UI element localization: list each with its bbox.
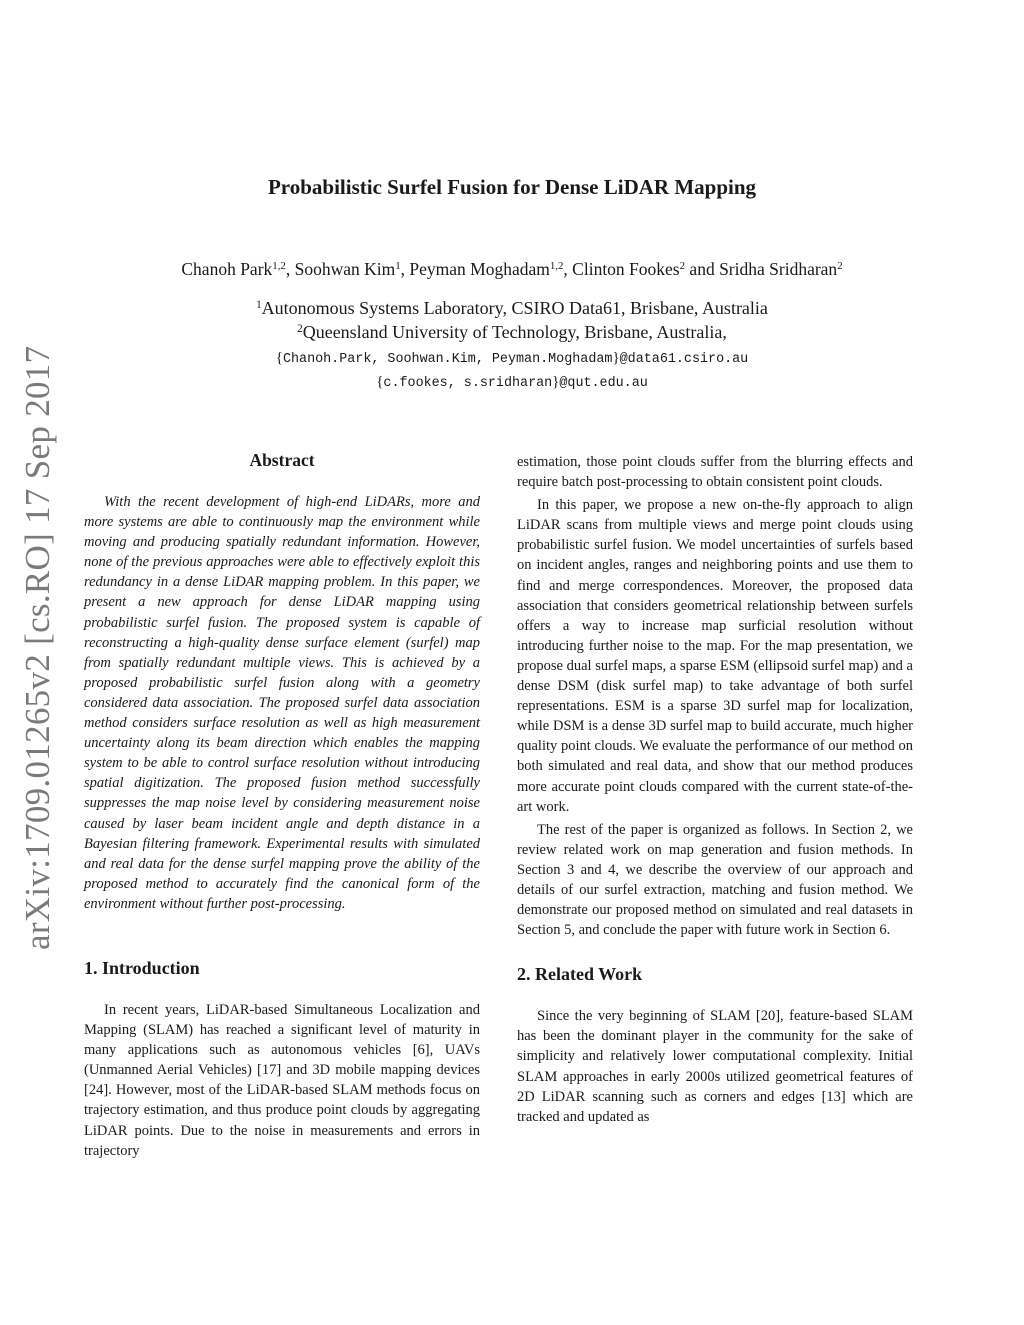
email-line-1: {Chanoh.Park, Soohwan.Kim, Peyman.Moghadam}@data61.csiro.au [275,350,749,367]
author: Clinton Fookes$^2$ and [572,259,720,279]
abstract-heading: Abstract [249,450,315,470]
affiliation-1: $^1$Autonomous Systems Laboratory, CSIRO Data61, Brisbane, Australia [256,298,768,318]
paper-title: Probabilistic Surfel Fusion for Dense LiDAR Mapping [267,175,757,199]
introduction-paragraph-2: In this paper, we propose a new on-the-fly approach to align LiDAR scans from multiple views and merge point clouds using probabilistic surfel fusion. We model uncertainties of surfels based on incident angles, ranges and neighboring points and use them to find and merge correspondences. Moreover, the proposed data association that considers geometrical relationship between surfels offers a way to increase map surficial resolution without introducing further noise to the map. For the map presentation, we propose dual surfel maps, a sparse ESM (ellipsoid surfel map) and a dense DSM (disk surfel map) to take advantage of both surfel representations. ESM is a sparse 3D surfel map for localization, while DSM is a dense 3D surfel map to build accurate, much higher quality point clouds. We evaluate the performance of our method on both simulated and real data, and show that our method produces more accurate point clouds compared with the current state-of-the-art work. [517,497,913,815]
abstract-text: With the recent development of high-end LiDARs, more and more systems are able to continuously map the environment while moving and producing spatially redundant information. However, none of the previous approaches were able to effectively exploit this redundancy in a dense LiDAR mapping problem. In this paper, we present a new approach for dense LiDAR mapping using probabilistic surfel fusion. The proposed system is capable of reconstructing a high-quality dense surface element (surfel) map from spatially redundant multiple views. This is achieved by a proposed probabilistic surfel fusion along with a geometry considered data association. The proposed surfel data association method considers surface resolution as well as high measurement uncertainty along its beam direction which enables the mapping system to be able to control surface resolution without introducing spatial digitization. The proposed fusion method successfully suppresses the map noise level by considering measurement noise caused by laser beam incident angle and depth distance in a Bayesian filtering framework. Experimental results with simulated and real data for the dense surfel mapping prove the ability of the proposed method to accurately find the canonical form of the environment without further post-processing. [84,494,480,912]
author: Peyman Moghadam$^{1,2}$, [409,259,573,279]
introduction-paragraph-1-continued: estimation, those point clouds suffer from the blurring effects and require batch post-processing to obtain consistent point clouds. [517,454,913,491]
author: Sridha Sridharan$^2$ [719,259,843,279]
right-column [517,452,913,1127]
introduction-paragraph-3: The rest of the paper is organized as follows. In Section 2, we review related work on map generation and fusion methods. In Section 3 and 4, we describe the overview of our approach and details of our surfel extraction, matching and fusion method. We demonstrate our proposed method on simulated and real datasets in Section 5, and conclude the paper with future work in Section 6. [517,821,913,939]
author: Chanoh Park$^{1,2}$, [181,259,295,279]
email-line-2: {c.fookes, s.sridharan}@qut.edu.au [376,374,648,391]
related-work-heading: 2. Related Work [517,964,643,985]
affiliation-2: $^2$Queensland University of Technology, Brisbane, Australia, [297,322,727,342]
related-work-paragraph-1: Since the very beginning of SLAM [20], feature-based SLAM has been the dominant player in the community for the sake of simplicity and relatively lower computational complexity. Initial SLAM approaches in early 2000s utilized geometrical features of 2D LiDAR scanning such as corners and edges [13] which are tracked and updated as [517,1008,913,1125]
introduction-paragraph-1: In recent years, LiDAR-based Simultaneous Localization and Mapping (SLAM) has reached a significant level of maturity in many applications such as autonomous vehicles [6], UAVs (Unmanned Aerial Vehicles) [17] and 3D mobile mapping devices [24]. However, most of the LiDAR-based SLAM methods focus on trajectory estimation, and thus produce point clouds by aggregating LiDAR points. Due to the noise in measurements and errors in trajectory [84,1001,480,1159]
author-list [0,256,1024,282]
arxiv-identifier: arXiv:1709.01265v2 [cs.RO] 17 Sep 2017 [18,345,57,950]
author: Soohwan Kim$^1$, [294,259,410,279]
introduction-heading: 1. Introduction [84,957,200,978]
left-column [84,448,480,1161]
